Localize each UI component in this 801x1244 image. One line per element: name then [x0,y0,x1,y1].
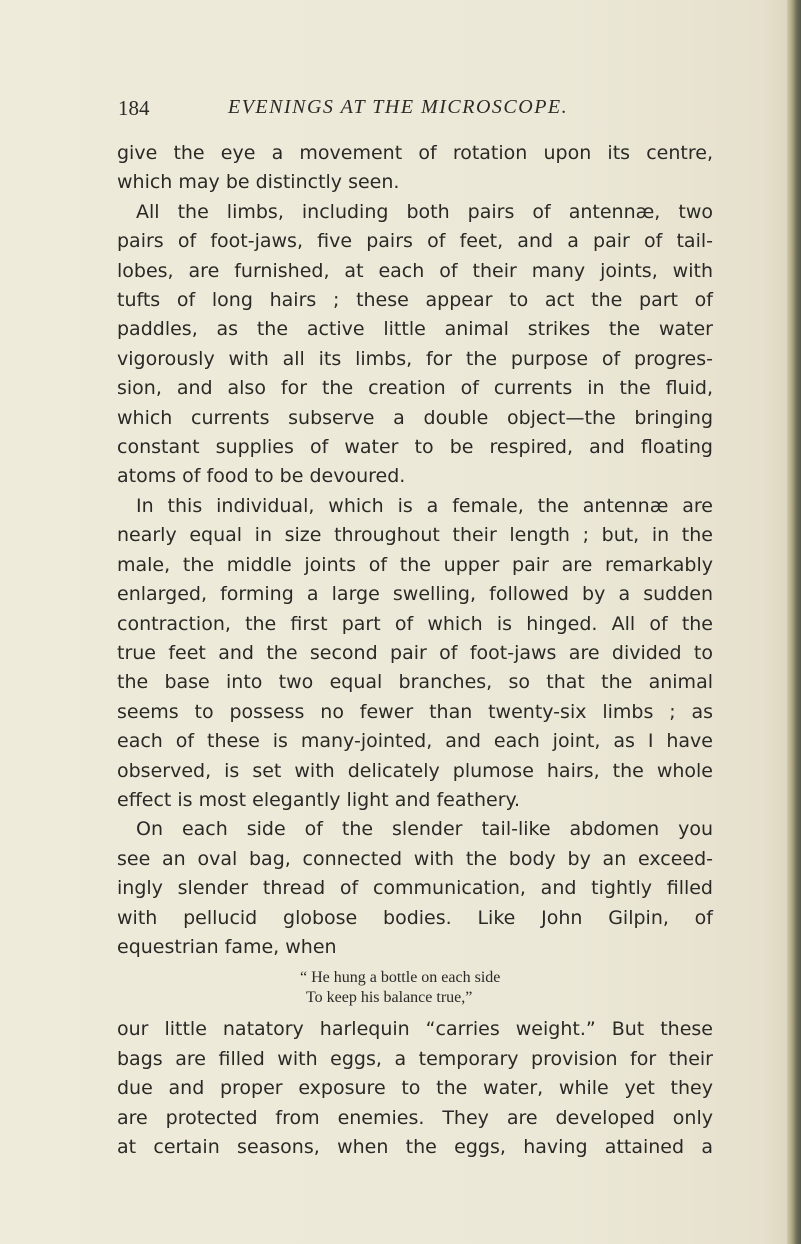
body-text [117,139,713,1162]
text-line: contraction, the first part of which is hinged. All of the [117,612,713,635]
text-line: which may be distinctly seen. [117,171,400,194]
text-line: the base into two equal branches, so that the animal [117,671,713,694]
text-line: paddles, as the active little animal strikes the water [117,318,713,341]
verse-line: To keep his balance true,” [306,989,473,1007]
text-line: lobes, are furnished, at each of their many joints, with [117,259,713,282]
verse-quotation [117,968,713,1008]
text-line: due and proper exposure to the water, while yet they [117,1077,713,1100]
text-line: which currents subserve a double object—the bringing [117,406,713,429]
text-line: vigorously with all its limbs, for the purpose of progres- [117,347,713,370]
text-line: In this individual, which is a female, the antennæ are [136,494,713,517]
page-number: 184 [118,96,150,120]
text-line: nearly equal in size throughout their length ; but, in the [117,524,713,547]
text-line: observed, is set with delicately plumose hairs, the whole [117,759,713,782]
text-line: enlarged, forming a large swelling, followed by a sudden [117,583,713,606]
text-line: our little natatory harlequin “carries weight.” But these [117,1018,713,1041]
text-line: equestrian fame, when [117,935,337,958]
text-line: are protected from enemies. They are developed only [117,1106,713,1129]
text-line: On each side of the slender tail-like abdomen you [136,818,713,841]
text-line: bags are filled with eggs, a temporary provision for their [117,1047,713,1070]
text-line: tufts of long hairs ; these appear to act the part of [117,289,713,312]
text-line: constant supplies of water to be respired, and floating [117,436,713,459]
text-line: ingly slender thread of communication, and tightly filled [117,877,713,900]
text-line: give the eye a movement of rotation upon its centre, [117,142,713,164]
text-line: atoms of food to be devoured. [117,465,406,488]
text-line: true feet and the second pair of foot-jaws are divided to [117,641,713,664]
text-line: effect is most elegantly light and feathery. [117,788,521,811]
running-head: EVENINGS AT THE MICROSCOPE. [228,96,569,118]
text-line: see an oval bag, connected with the body by an exceed- [117,847,713,870]
page-header [118,96,718,124]
text-line: with pellucid globose bodies. Like John Gilpin, of [117,906,713,929]
text-line: All the limbs, including both pairs of antennæ, two [136,200,713,223]
text-line: male, the middle joints of the upper pair are remarkably [117,553,713,576]
text-line: at certain seasons, when the eggs, having attained a [117,1136,713,1158]
page-edge-shadow [787,0,801,1244]
text-line: each of these is many-jointed, and each joint, as I have [117,730,713,753]
text-line: seems to possess no fewer than twenty-six limbs ; as [117,700,713,723]
text-line: sion, and also for the creation of currents in the fluid, [117,377,713,400]
text-line: pairs of foot-jaws, five pairs of feet, and a pair of tail- [117,230,713,253]
verse-line: “ He hung a bottle on each side [300,969,501,987]
